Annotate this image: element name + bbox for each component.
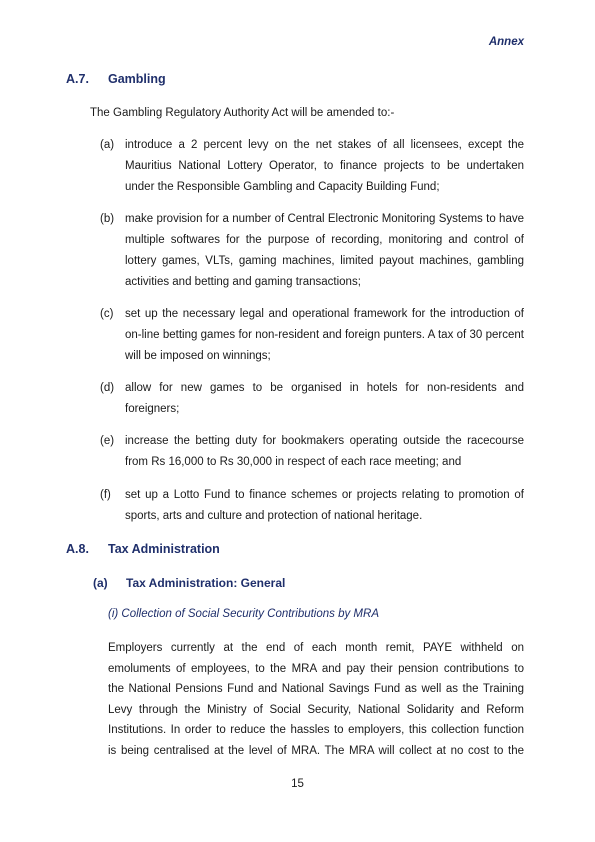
paragraph-line: the National Pensions Fund and National Savings Fund as well as the Training: [108, 683, 524, 695]
paragraph-line: Institutions. In order to reduce the hassles to employers, this collection function: [108, 724, 524, 736]
annex-header: Annex: [488, 36, 524, 48]
list-item-label: (a): [100, 139, 115, 151]
list-item-text: allow for new games to be organised in hotels for non-residents and foreigners;: [125, 382, 524, 415]
section-number: A.7.: [66, 72, 89, 86]
list-item-label: (e): [100, 435, 115, 447]
list-item-text: set up the necessary legal and operational framework for the introduction of on-line betting games for non-resident and foreign punters. A tax of 30 percent will be imposed on winnings;: [125, 308, 524, 362]
list-item-label: (f): [100, 489, 111, 501]
list-item: [100, 431, 524, 473]
subsubsection-heading: (i) Collection of Social Security Contributions by MRA: [108, 608, 379, 620]
list-item: [100, 135, 524, 198]
paragraph-line: Levy through the Ministry of Social Security, National Solidarity and Reform: [108, 703, 524, 716]
list-item-label: (b): [100, 213, 115, 225]
subsection-label: (a): [93, 576, 108, 590]
gambling-intro: The Gambling Regulatory Authority Act will be amended to:-: [90, 107, 395, 119]
body-paragraph: [108, 638, 524, 761]
list-item: [100, 378, 524, 420]
paragraph-line: is being centralised at the level of MRA. The MRA will collect at no cost to the: [108, 744, 524, 757]
paragraph-line: Employers currently at the end of each month remit, PAYE withheld on: [108, 642, 524, 654]
list-item: [100, 304, 524, 367]
list-item-text: set up a Lotto Fund to finance schemes or projects relating to promotion of sports, arts and culture and protection of national heritage.: [125, 489, 524, 522]
paragraph-line: emoluments of employees, to the MRA and pay their pension contributions to: [108, 662, 524, 675]
section-title: Gambling: [108, 72, 166, 86]
list-item: [100, 209, 524, 293]
subsection-heading: [93, 576, 285, 590]
list-item-text: increase the betting duty for bookmakers operating outside the racecourse from Rs 16,000 to Rs 30,000 in respect of each race meeting; and: [125, 435, 524, 468]
section-number: A.8.: [66, 542, 89, 556]
section-heading-tax-administration: [66, 542, 220, 556]
section-title: Tax Administration: [108, 542, 220, 556]
subsection-title: Tax Administration: General: [126, 576, 286, 590]
list-item-text: introduce a 2 percent levy on the net stakes of all licensees, except the Mauritius National Lottery Operator, to finance projects to be undertaken under the Responsible Gambling and Capacity Building Fund;: [125, 139, 524, 193]
section-heading-gambling: [66, 72, 166, 86]
list-item: [100, 485, 524, 527]
list-item-label: (c): [100, 308, 114, 320]
page-number: 15: [291, 778, 304, 790]
list-item-text: make provision for a number of Central Electronic Monitoring Systems to have multiple softwares for the purpose of recording, monitoring and control of lottery games, VLTs, gaming machines, limited payout machines, gambling activities and betting and gaming transactions;: [125, 213, 524, 288]
list-item-label: (d): [100, 382, 115, 394]
